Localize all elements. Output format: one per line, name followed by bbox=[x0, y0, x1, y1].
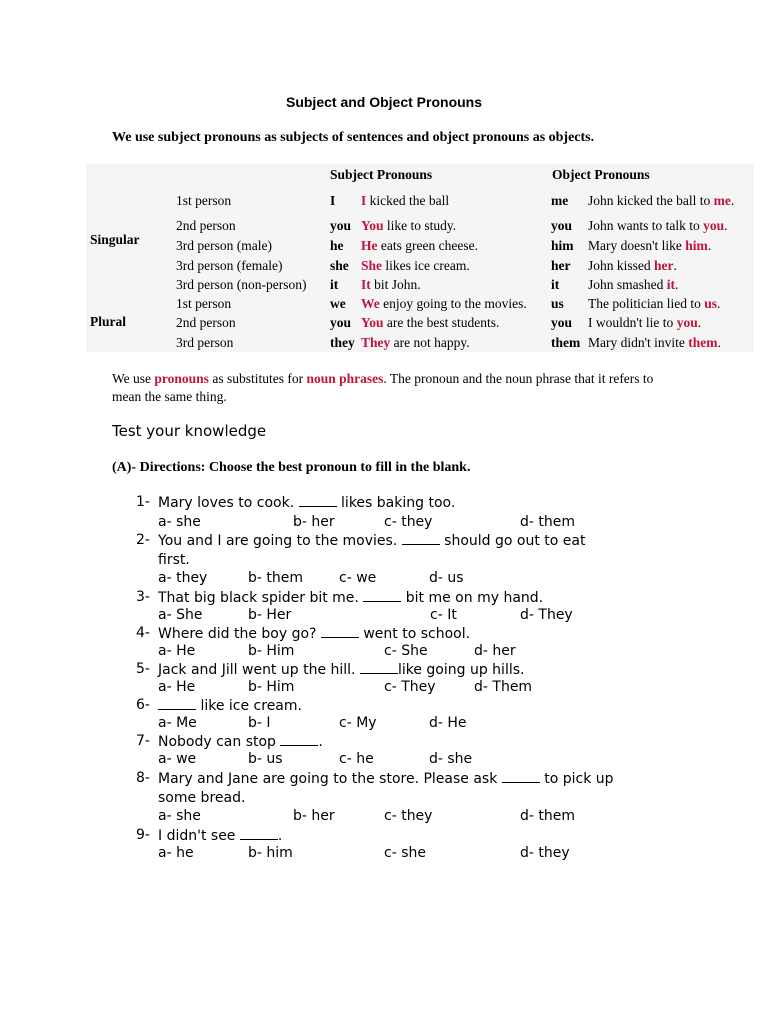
subject-example-text: likes ice cream. bbox=[382, 258, 470, 273]
question-text bbox=[158, 827, 282, 844]
answer-option: c- he bbox=[339, 751, 374, 767]
note-text: We use bbox=[112, 371, 155, 386]
answer-blank bbox=[240, 827, 278, 840]
answer-option: a- He bbox=[158, 679, 196, 695]
answer-blank bbox=[402, 532, 440, 545]
object-example-pronoun: him bbox=[685, 238, 708, 253]
row-person: 3rd person (male) bbox=[176, 238, 272, 253]
question-text-before: Nobody can stop bbox=[158, 734, 281, 750]
object-example-text: . bbox=[724, 218, 728, 233]
row-person: 1st person bbox=[176, 193, 232, 208]
answer-option: a- they bbox=[158, 570, 208, 586]
object-example-text: John smashed bbox=[588, 277, 667, 292]
subject-example-pronoun: You bbox=[361, 315, 384, 330]
answer-option: c- we bbox=[339, 570, 377, 586]
question-text-after: like ice cream. bbox=[196, 698, 302, 714]
answer-option: a- She bbox=[158, 607, 203, 623]
answer-option: c- they bbox=[384, 514, 433, 530]
question-text-continued: first. bbox=[158, 552, 190, 568]
subject-example-pronoun: He bbox=[361, 238, 378, 253]
row-object-pronoun: you bbox=[551, 218, 573, 233]
answer-option: b- Him bbox=[248, 643, 295, 659]
answer-option: d- them bbox=[520, 514, 576, 530]
row-subject-example bbox=[361, 193, 449, 209]
answer-option: b- Him bbox=[248, 679, 295, 695]
answer-blank bbox=[280, 733, 318, 746]
row-subject-example bbox=[361, 238, 478, 254]
answer-option: d- us bbox=[429, 570, 464, 586]
answer-option: c- It bbox=[430, 607, 457, 623]
question-text bbox=[158, 532, 585, 549]
question-text bbox=[158, 494, 455, 511]
row-object-example bbox=[588, 238, 711, 254]
question-number: 3- bbox=[136, 589, 150, 605]
row-person: 2nd person bbox=[176, 315, 236, 330]
question-text-before: Jack and Jill went up the hill. bbox=[158, 662, 360, 678]
row-object-example bbox=[588, 315, 701, 331]
question-text-after: . bbox=[318, 734, 323, 750]
question-number: 1- bbox=[136, 494, 150, 510]
row-subject-pronoun: they bbox=[330, 335, 355, 350]
subject-example-text: eats green cheese. bbox=[377, 238, 478, 253]
answer-option: d- her bbox=[474, 643, 516, 659]
row-object-pronoun: you bbox=[551, 315, 573, 330]
object-example-text: Mary doesn't like bbox=[588, 238, 686, 253]
object-example-text: The politician lied to bbox=[588, 296, 705, 311]
row-subject-example bbox=[361, 258, 470, 274]
subject-example-pronoun: They bbox=[361, 335, 391, 350]
question-text-before: Mary and Jane are going to the store. Please ask bbox=[158, 771, 502, 787]
answer-option: a- she bbox=[158, 514, 201, 530]
row-subject-example bbox=[361, 296, 527, 312]
question-text-before: Mary loves to cook. bbox=[158, 495, 299, 511]
question-text-after: bit me on my hand. bbox=[401, 590, 544, 606]
object-example-text: . bbox=[697, 315, 702, 330]
row-subject-example bbox=[361, 315, 499, 331]
object-example-text: John wants to talk to bbox=[588, 218, 704, 233]
note-text: as substitutes for bbox=[208, 371, 307, 386]
answer-option: d- They bbox=[520, 607, 573, 623]
object-example-pronoun: them bbox=[688, 335, 718, 350]
object-example-text: . bbox=[730, 193, 735, 208]
question-text-after: should go out to eat bbox=[439, 533, 586, 549]
object-example-pronoun: her bbox=[654, 258, 674, 273]
object-example-text: . bbox=[717, 335, 721, 350]
row-subject-pronoun: he bbox=[330, 238, 344, 253]
subject-example-text: are not happy. bbox=[390, 335, 470, 350]
question-text-continued: some bread. bbox=[158, 790, 246, 806]
answer-blank bbox=[158, 697, 196, 710]
answer-option: c- they bbox=[384, 808, 433, 824]
row-object-pronoun: me bbox=[551, 193, 569, 208]
answer-option: c- she bbox=[384, 845, 426, 861]
question-text bbox=[158, 733, 323, 750]
group-singular-label: Singular bbox=[90, 232, 140, 247]
document-title: Subject and Object Pronouns bbox=[285, 94, 483, 110]
answer-blank bbox=[360, 661, 398, 674]
question-text-before: You and I are going to the movies. bbox=[158, 533, 402, 549]
header-subject-pronouns: Subject Pronouns bbox=[330, 167, 433, 182]
object-example-pronoun: it bbox=[666, 277, 675, 292]
question-text-after: went to school. bbox=[358, 626, 471, 642]
answer-blank bbox=[502, 770, 540, 783]
subject-example-text: bit John. bbox=[370, 277, 421, 292]
subject-example-pronoun: It bbox=[361, 277, 371, 292]
subject-example-text: are the best students. bbox=[383, 315, 500, 330]
object-example-text: John kissed bbox=[588, 258, 655, 273]
answer-option: a- He bbox=[158, 643, 196, 659]
subject-example-pronoun: She bbox=[361, 258, 383, 273]
answer-option: a- he bbox=[158, 845, 194, 861]
row-object-pronoun: her bbox=[551, 258, 571, 273]
row-subject-example bbox=[361, 335, 470, 351]
question-text bbox=[158, 697, 302, 714]
answer-option: b- her bbox=[293, 808, 335, 824]
answer-option: b- I bbox=[248, 715, 271, 731]
object-example-text: . bbox=[717, 296, 721, 311]
question-text-after: likes baking too. bbox=[336, 495, 456, 511]
row-subject-pronoun: it bbox=[330, 277, 339, 292]
answer-option: b- us bbox=[248, 751, 283, 767]
row-object-example bbox=[588, 258, 677, 274]
row-subject-pronoun: you bbox=[330, 218, 352, 233]
row-object-example bbox=[588, 193, 734, 209]
object-example-text: . bbox=[707, 238, 712, 253]
answer-option: a- she bbox=[158, 808, 201, 824]
answer-option: a- Me bbox=[158, 715, 197, 731]
answer-option: b- Her bbox=[248, 607, 292, 623]
substitution-note bbox=[112, 370, 672, 406]
row-subject-pronoun: we bbox=[330, 296, 346, 311]
object-example-text: Mary didn't invite bbox=[588, 335, 689, 350]
answer-option: d- them bbox=[520, 808, 576, 824]
row-object-example bbox=[588, 218, 728, 234]
answer-option: d- she bbox=[429, 751, 473, 767]
question-number: 2- bbox=[136, 532, 150, 548]
object-example-pronoun: me bbox=[713, 193, 731, 208]
question-text-after: to pick up bbox=[539, 771, 614, 787]
subject-example-pronoun: I bbox=[361, 193, 367, 208]
question-text-before: Where did the boy go? bbox=[158, 626, 321, 642]
row-object-pronoun: them bbox=[551, 335, 581, 350]
answer-option: d- He bbox=[429, 715, 467, 731]
row-object-example bbox=[588, 277, 678, 293]
subject-example-text: kicked the ball bbox=[366, 193, 450, 208]
question-text-after: . bbox=[277, 828, 283, 844]
row-object-pronoun: us bbox=[551, 296, 564, 311]
question-number: 7- bbox=[136, 733, 150, 749]
answer-blank bbox=[299, 494, 337, 507]
question-number: 5- bbox=[136, 661, 150, 677]
question-number: 9- bbox=[136, 827, 150, 843]
row-object-example bbox=[588, 335, 721, 351]
row-subject-pronoun: I bbox=[330, 193, 336, 208]
group-plural-label: Plural bbox=[90, 314, 126, 329]
intro-sentence: We use subject pronouns as subjects of sentences and object pronouns as objects. bbox=[112, 130, 595, 145]
question-number: 6- bbox=[136, 697, 150, 713]
answer-option: b- him bbox=[248, 845, 293, 861]
row-object-pronoun: it bbox=[551, 277, 560, 292]
object-example-pronoun: you bbox=[676, 315, 698, 330]
object-example-pronoun: you bbox=[703, 218, 725, 233]
header-object-pronouns: Object Pronouns bbox=[552, 167, 650, 182]
row-person: 3rd person bbox=[176, 335, 234, 350]
question-number: 4- bbox=[136, 625, 150, 641]
object-example-text: . bbox=[673, 258, 677, 273]
row-subject-example bbox=[361, 218, 456, 234]
subject-example-text: like to study. bbox=[383, 218, 457, 233]
row-object-example bbox=[588, 296, 720, 312]
directions-text: (A)- Directions: Choose the best pronoun to fill in the blank. bbox=[112, 460, 471, 475]
question-text-before: That big black spider bit me. bbox=[158, 590, 364, 606]
row-subject-example bbox=[361, 277, 421, 293]
row-subject-pronoun: you bbox=[330, 315, 352, 330]
object-example-text: John kicked the ball to bbox=[588, 193, 714, 208]
subject-example-pronoun: You bbox=[361, 218, 384, 233]
answer-option: b- her bbox=[293, 514, 335, 530]
answer-option: d- Them bbox=[474, 679, 533, 695]
question-text bbox=[158, 661, 524, 678]
question-text bbox=[158, 770, 614, 787]
subject-example-pronoun: We bbox=[361, 296, 380, 311]
answer-option: a- we bbox=[158, 751, 197, 767]
row-person: 3rd person (female) bbox=[176, 258, 283, 273]
question-text bbox=[158, 589, 543, 606]
question-text bbox=[158, 625, 470, 642]
test-heading: Test your knowledge bbox=[112, 422, 267, 440]
subject-example-text: enjoy going to the movies. bbox=[379, 296, 527, 311]
question-text-after: like going up hills. bbox=[397, 662, 525, 678]
answer-option: b- them bbox=[248, 570, 304, 586]
question-text-before: I didn't see bbox=[158, 828, 240, 844]
answer-option: c- My bbox=[339, 715, 377, 731]
answer-option: c- They bbox=[384, 679, 436, 695]
note-highlight-pronouns: pronouns bbox=[154, 371, 209, 386]
row-person: 1st person bbox=[176, 296, 232, 311]
answer-option: d- they bbox=[520, 845, 570, 861]
question-number: 8- bbox=[136, 770, 150, 786]
row-subject-pronoun: she bbox=[330, 258, 349, 273]
row-object-pronoun: him bbox=[551, 238, 574, 253]
answer-option: c- She bbox=[384, 643, 428, 659]
object-example-text: I wouldn't lie to bbox=[588, 315, 677, 330]
note-highlight-noun-phrases: noun phrases bbox=[306, 371, 384, 386]
row-person: 3rd person (non-person) bbox=[176, 277, 307, 292]
object-example-text: . bbox=[675, 277, 679, 292]
answer-blank bbox=[363, 589, 401, 602]
row-person: 2nd person bbox=[176, 218, 236, 233]
object-example-pronoun: us bbox=[704, 296, 717, 311]
note-text: . The pronoun and the noun phrase that it refers to mean the same thing. bbox=[112, 371, 654, 404]
answer-blank bbox=[321, 625, 359, 638]
